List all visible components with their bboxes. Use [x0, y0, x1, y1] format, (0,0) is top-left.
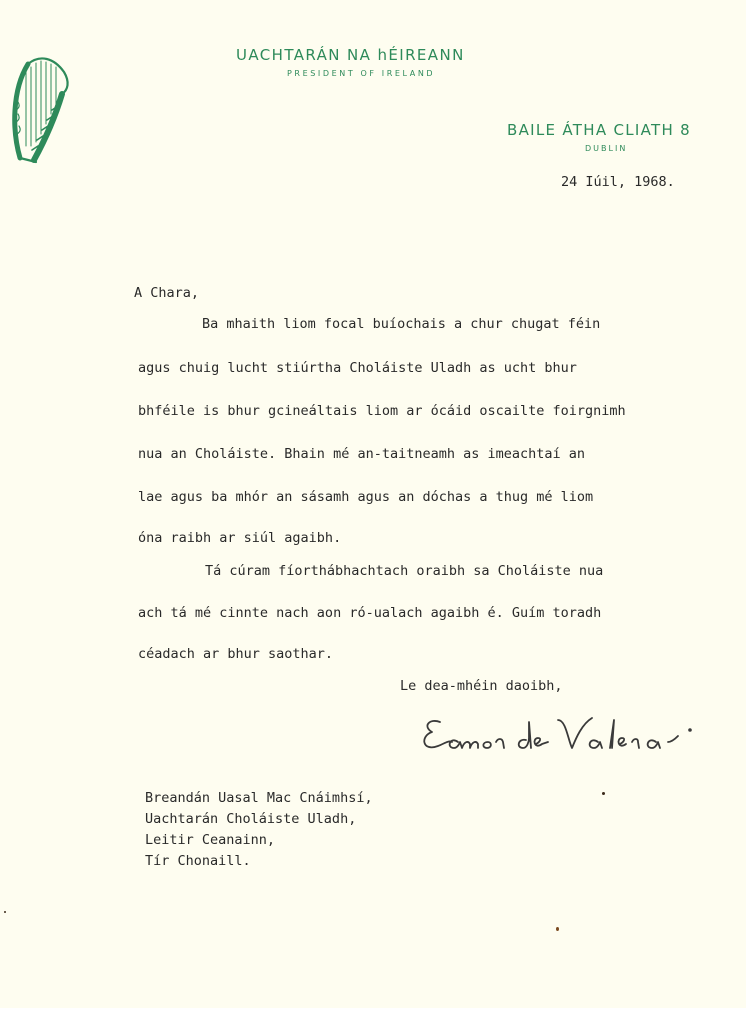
letterhead-title: UACHTARÁN NA hÉIREANN: [236, 46, 465, 64]
signature: [418, 712, 740, 762]
letterhead-city: DUBLIN: [585, 144, 628, 153]
harp-icon: [6, 50, 76, 166]
recipient-line: Breandán Uasal Mac Cnáimhsí,: [145, 790, 373, 806]
salutation: A Chara,: [134, 285, 200, 301]
letterhead-address: BAILE ÁTHA CLIATH 8: [507, 121, 691, 139]
recipient-line: Uachtarán Choláiste Uladh,: [145, 811, 357, 827]
body-line: agus chuig lucht stiúrtha Choláiste Uladh as ucht bhur: [138, 360, 577, 376]
ink-speck: [556, 927, 559, 931]
ink-speck: [4, 911, 6, 913]
body-line: Tá cúram fíorthábhachtach oraibh sa Choláiste nua: [205, 563, 604, 579]
body-line: Ba mhaith liom focal buíochais a chur chugat féin: [202, 316, 601, 332]
letter-date: 24 Iúil, 1968.: [561, 174, 675, 190]
recipient-line: Leitir Ceanainn,: [145, 832, 276, 848]
recipient-line: Tír Chonaill.: [145, 853, 251, 869]
body-line: óna raibh ar siúl agaibh.: [138, 530, 342, 546]
body-line: lae agus ba mhór an sásamh agus an dóchas a thug mé liom: [138, 489, 594, 505]
body-line: bhféile is bhur gcineáltais liom ar ócáid oscailte foirgnimh: [138, 403, 626, 419]
letterhead-subtitle: PRESIDENT OF IRELAND: [287, 69, 436, 78]
body-line: céadach ar bhur saothar.: [138, 646, 334, 662]
closing: Le dea-mhéin daoibh,: [400, 678, 563, 694]
body-line: nua an Choláiste. Bhain mé an-taitneamh as imeachtaí an: [138, 446, 586, 462]
ink-speck: [602, 792, 605, 795]
body-line: ach tá mé cinnte nach aon ró-ualach agaibh é. Guím toradh: [138, 605, 602, 621]
